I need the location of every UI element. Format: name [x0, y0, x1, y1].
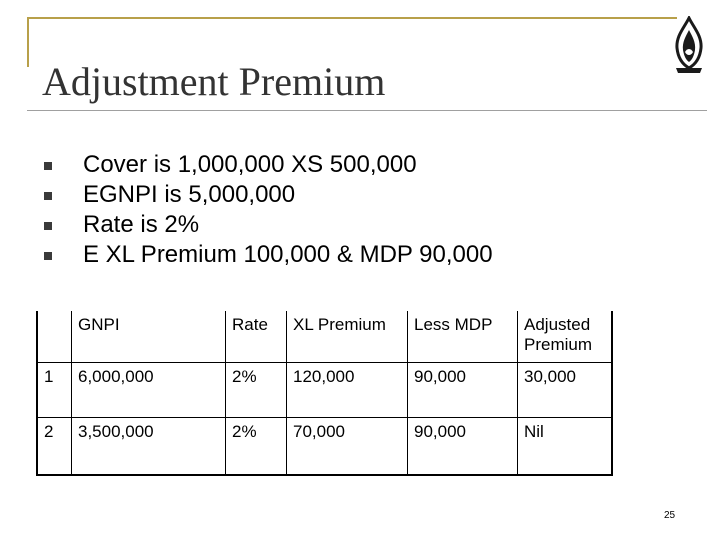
header-cell-less-mdp: Less MDP	[408, 311, 518, 363]
bullet-item: Rate is 2%	[40, 210, 493, 240]
square-bullet-icon	[44, 192, 52, 200]
slide-title: Adjustment Premium	[42, 59, 386, 104]
table-cell: 2%	[226, 418, 287, 476]
bullet-list	[40, 150, 493, 270]
header-cell-gnpi: GNPI	[72, 311, 226, 363]
square-bullet-icon	[44, 162, 52, 170]
table-cell: 90,000	[408, 363, 518, 418]
header-cell-index	[37, 311, 72, 363]
bullet-item: Cover is 1,000,000 XS 500,000	[40, 150, 493, 180]
table-cell: 3,500,000	[72, 418, 226, 476]
premium-table	[36, 311, 613, 476]
bullet-item: EGNPI is 5,000,000	[40, 180, 493, 210]
table-cell: 120,000	[287, 363, 408, 418]
table-cell: 30,000	[518, 363, 613, 418]
table-cell: 2	[37, 418, 72, 476]
bullet-item: E XL Premium 100,000 & MDP 90,000	[40, 240, 493, 270]
table-cell: 2%	[226, 363, 287, 418]
table-header-row	[37, 311, 612, 363]
frame-left-border	[27, 17, 29, 67]
table-cell: 70,000	[287, 418, 408, 476]
table-row	[37, 363, 612, 418]
header-cell-rate: Rate	[226, 311, 287, 363]
square-bullet-icon	[44, 252, 52, 260]
header-cell-adjusted-premium: Adjusted Premium	[518, 311, 613, 363]
table-cell: Nil	[518, 418, 613, 476]
table-cell: 6,000,000	[72, 363, 226, 418]
header-cell-xl-premium: XL Premium	[287, 311, 408, 363]
table-row	[37, 418, 612, 476]
square-bullet-icon	[44, 222, 52, 230]
table-cell: 90,000	[408, 418, 518, 476]
page-number: 25	[664, 510, 676, 521]
title-underline	[27, 110, 707, 111]
flame-emblem-icon	[672, 16, 706, 74]
frame-top-border	[27, 17, 677, 19]
table-cell: 1	[37, 363, 72, 418]
